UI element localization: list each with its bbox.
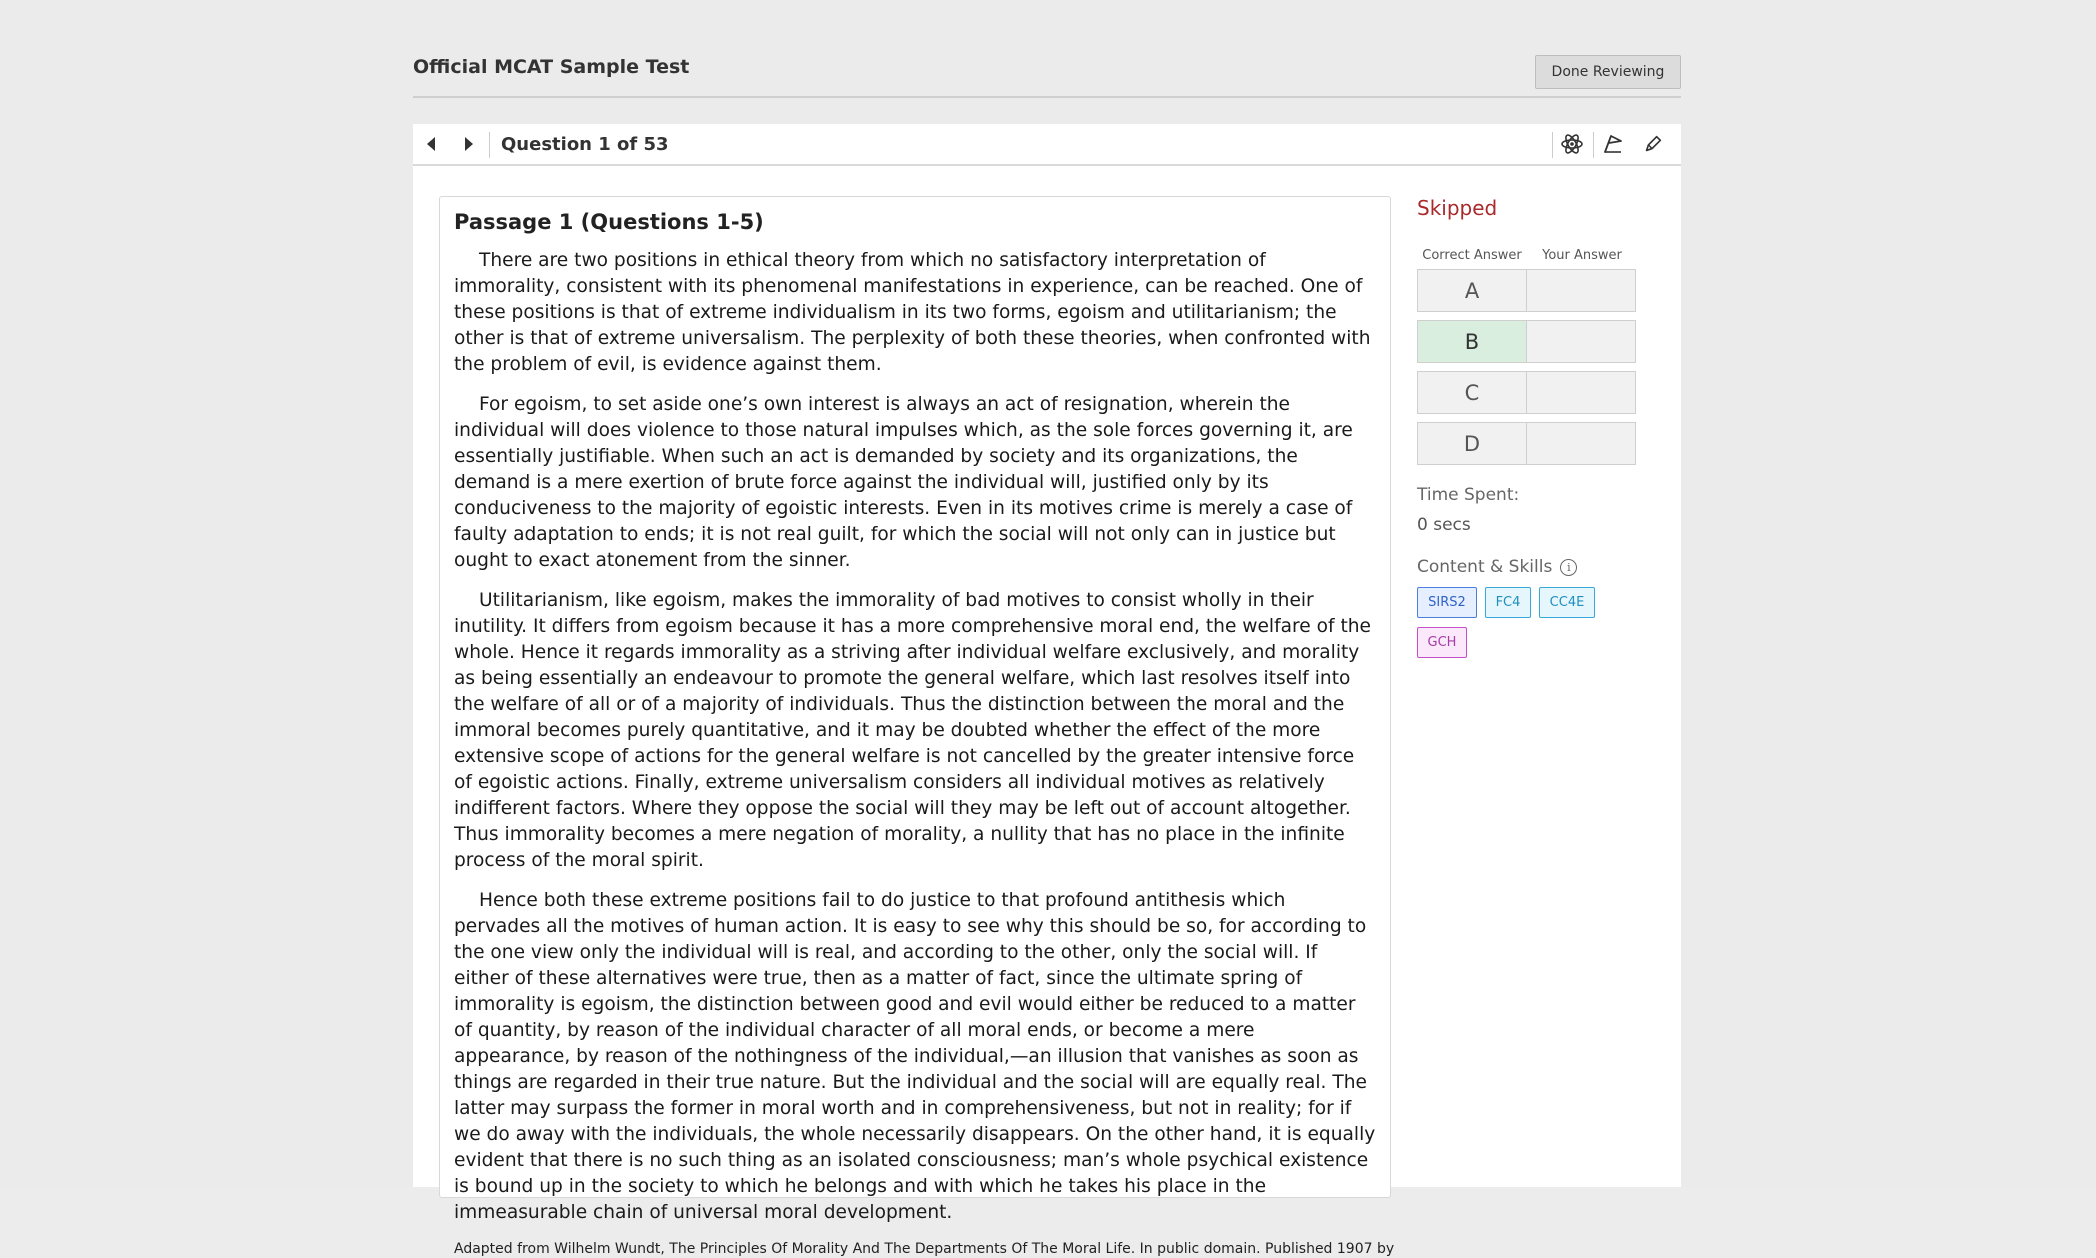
next-arrow-icon (463, 136, 475, 152)
header-bar (413, 50, 1681, 98)
content-skills-label (1417, 557, 1647, 577)
passage-citation: Adapted from Wilhelm Wundt, The Principles Of Morality And The Departments Of The Moral Life. In public domain. Published 1907 by (454, 1241, 1395, 1257)
periodic-table-button[interactable] (1554, 124, 1590, 164)
previous-question-button[interactable] (413, 124, 449, 164)
skill-tag[interactable]: CC4E (1539, 587, 1595, 618)
app-title: Official MCAT Sample Test (413, 56, 690, 78)
flag-icon (1601, 132, 1625, 156)
toolbar-divider (489, 132, 490, 158)
passage-panel (439, 196, 1395, 1257)
content-skills-text: Content & Skills (1417, 557, 1553, 577)
content-area (413, 166, 1681, 1257)
passage-paragraph: There are two positions in ethical theory from which no satisfactory interpretation of immorality, consistent with its phenomenal manifestations in experience, can be reached. One of these positions is that of extreme individualism in its two forms, egoism and utilitarianism; the other is that of extreme universalism. The perplexity of both these theories, when confronted with the problem of evil, is evidence against them. (454, 250, 1371, 375)
time-spent-label: Time Spent: (1417, 485, 1520, 505)
answer-status: Skipped (1417, 196, 1498, 220)
passage-paragraph: Hence both these extreme positions fail to do justice to that profound antithesis which pervades all the motives of human action. It is easy to see why this should be so, for according to the one view only the individual will is real, and according to the other, only the social will. If either of these alternatives were true, then as a matter of fact, since the ultimate spring of immorality is egoism, the distinction between good and evil would either be reduced to a matter of quantity, by reason of the individual character of all moral ends, or become a mere appearance, by reason of the nothingness of the individual,—an illusion that vanishes as soon as things are regarded in their true nature. But the individual and the social will are equally real. The latter may surpass the former in moral worth and in comprehensiveness, but not in reality; for if we do away with the individuals, the whole necessarily disappears. On the other hand, it is equally evident that there is no such thing as an isolated consciousness; man’s whole psychical existence is bound up in the society to which he belongs and with which he takes his place in the immeasurable chain of universal moral development. (454, 890, 1376, 1223)
skill-tag[interactable]: FC4 (1485, 587, 1531, 618)
answer-choice-c[interactable]: C (1417, 371, 1527, 414)
done-reviewing-button[interactable]: Done Reviewing (1535, 55, 1681, 89)
passage-paragraph: Utilitarianism, like egoism, makes the immorality of bad motives to consist wholly in their inutility. It differs from egoism because it has a more comprehensive moral end, the welfare of the whole. Hence it regards immorality as a striving after individual welfare exclusively, and morality as being essentially an endeavour to promote the general welfare, which last resolves itself into the welfare of all or of a majority of individuals. Thus the distinction between the moral and the immoral becomes purely quantitative, and it may be doubted whether the effect of the more extensive scope of actions for the general welfare is not cancelled by the greater intensive force of egoistic actions. Finally, extreme universalism considers all individual motives as relatively indifferent factors. Where they oppose the social will they may be left out of account altogether. Thus immorality becomes a mere negation of morality, a nullity that has no place in the infinite process of the moral spirit. (454, 590, 1371, 871)
question-counter: Question 1 of 53 (501, 134, 669, 155)
passage-paragraph: For egoism, to set aside one’s own interest is always an act of resignation, wherein the individual will does violence to those natural impulses which, as the sole forces governing it, are essentially justifiable. When such an act is demanded by society and its organizations, the demand is a mere exertion of brute force against the individual will, justified only by its conduciveness to the majority of egoistic interests. Even in its motives crime is merely a case of faulty adaptation to ends; it is not real guilt, for which the social will not only can in justice but ought to exact atonement from the sinner. (454, 394, 1353, 571)
highlighter-icon (1642, 133, 1664, 155)
answer-choice-d[interactable]: D (1417, 422, 1527, 465)
skill-tags (1417, 587, 1617, 658)
answer-headers (1417, 248, 1637, 263)
info-icon[interactable]: i (1560, 559, 1577, 576)
answer-row (1417, 269, 1637, 312)
prev-arrow-icon (425, 136, 437, 152)
next-question-button[interactable] (451, 124, 487, 164)
your-answer-cell (1527, 269, 1636, 312)
flag-button[interactable] (1595, 124, 1631, 164)
skill-tag[interactable]: GCH (1417, 627, 1467, 658)
time-spent-value: 0 secs (1417, 515, 1471, 535)
correct-answer-header: Correct Answer (1422, 248, 1522, 263)
answer-row (1417, 371, 1637, 414)
your-answer-cell (1527, 371, 1636, 414)
answer-choice-b[interactable]: B (1417, 320, 1527, 363)
your-answer-cell (1527, 320, 1636, 363)
your-answer-header: Your Answer (1542, 248, 1622, 263)
toolbar-divider (1552, 132, 1553, 158)
review-panel (1417, 196, 1647, 658)
periodic-table-icon (1560, 132, 1584, 156)
passage-title: Passage 1 (Questions 1-5) (454, 210, 764, 234)
answer-row (1417, 320, 1637, 363)
question-toolbar (413, 124, 1681, 166)
app-container (413, 0, 1681, 1257)
answer-choice-a[interactable]: A (1417, 269, 1527, 312)
skill-tag[interactable]: SIRS2 (1417, 587, 1477, 618)
answer-row (1417, 422, 1637, 465)
toolbar-divider (1593, 132, 1594, 158)
your-answer-cell (1527, 422, 1636, 465)
highlighter-button[interactable] (1635, 124, 1671, 164)
